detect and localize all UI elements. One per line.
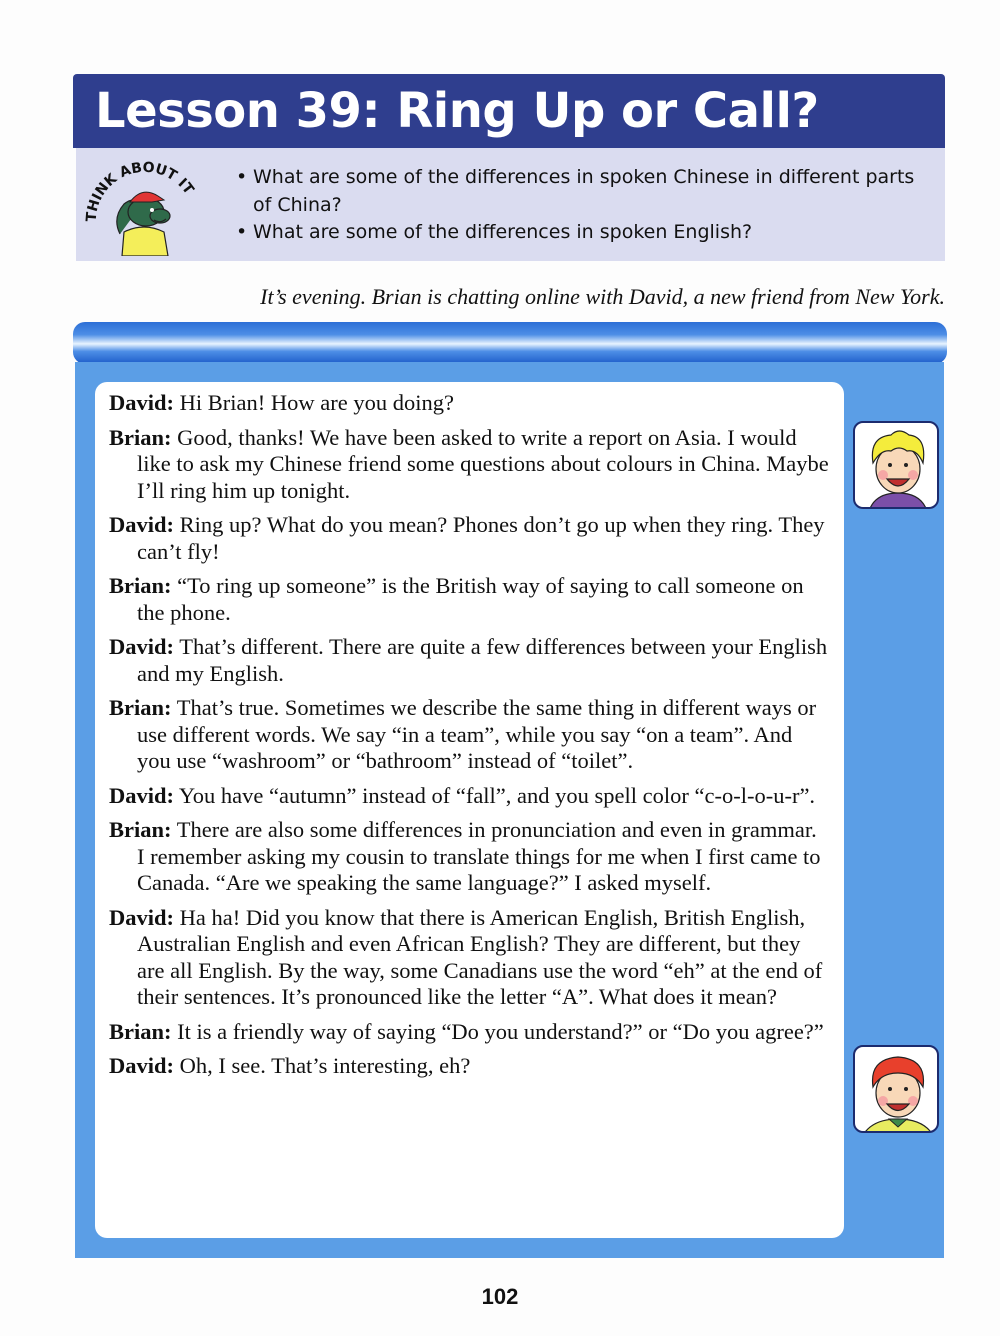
dialogue-line	[109, 573, 829, 626]
question-item: • What are some of the differences in spoken English?	[236, 219, 936, 247]
speaker-label: Brian:	[109, 1018, 172, 1044]
think-about-it-questions	[236, 164, 936, 247]
blond-boy-icon	[855, 423, 939, 509]
speaker-label: David:	[109, 782, 175, 808]
dialogue-line	[109, 695, 829, 775]
dialogue-line	[109, 390, 829, 417]
speaker-label: Brian:	[109, 424, 172, 450]
dialogue-line	[109, 905, 829, 1011]
scene-intro: It’s evening. Brian is chatting online with David, a new friend from New York.	[260, 284, 945, 309]
dialogue-text: Good, thanks! We have been asked to write a report on Asia. I would like to ask my Chinese friend some questions about colours in China. Maybe I’ll ring him up tonight.	[137, 424, 829, 503]
dialogue-list	[109, 390, 829, 1088]
speaker-label: Brian:	[109, 817, 172, 842]
dialogue-text: Hi Brian! How are you doing?	[179, 390, 454, 415]
dialogue-text: You have “autumn” instead of “fall”, and you spell color “c-o-l-o-u-r”.	[178, 782, 816, 808]
dialogue-text: Oh, I see. That’s interesting, eh?	[179, 1053, 471, 1078]
dialogue-panel	[75, 362, 944, 1258]
think-about-it-box	[76, 148, 945, 261]
dialogue-line	[109, 1053, 829, 1080]
speaker-label: David:	[109, 904, 175, 930]
dialogue-line	[109, 1019, 829, 1046]
dialogue-line	[109, 425, 829, 505]
question-item: • What are some of the differences in spoken Chinese in different parts of China?	[236, 164, 936, 219]
speaker-label: Brian:	[109, 573, 172, 598]
dialogue-text: It is a friendly way of saying “Do you understand?” or “Do you agree?”	[177, 1018, 824, 1044]
panel-top-tube	[73, 322, 947, 364]
dialogue-line	[109, 817, 829, 897]
dialogue-text: That’s different. There are quite a few differences between your English and my English.	[137, 634, 828, 686]
lesson-title: Lesson 39: Ring Up or Call?	[95, 83, 819, 139]
svg-text:THINK ABOUT IT: THINK ABOUT IT	[83, 159, 197, 223]
speaker-label: Brian:	[109, 695, 172, 720]
dialogue-text: Ring up? What do you mean? Phones don’t go up when they ring. They can’t fly!	[137, 512, 825, 564]
dialogue-line	[109, 634, 829, 687]
speaker-label: David:	[109, 512, 175, 537]
dialogue-text: That’s true. Sometimes we describe the same thing in different ways or use different words. We say “in a team”, while you say “on a team”. And you use “washroom” or “bathroom” instead of “toilet”.	[137, 695, 817, 773]
speaker-label: David:	[109, 1053, 175, 1078]
lesson-title-bar	[73, 74, 945, 148]
think-about-it-turtle-logo	[82, 156, 208, 256]
speaker-label: David:	[109, 390, 175, 415]
redhead-boy-icon	[855, 1047, 939, 1133]
dialogue-card	[95, 382, 844, 1238]
david-avatar	[853, 1045, 939, 1133]
page-number: 102	[481, 1284, 519, 1309]
dialogue-text: Ha ha! Did you know that there is American English, British English, Australian English and even African English? They are different, but they are all English. By the way, some Canadians use the word “eh” at the end of their sentences. It’s pronounced like the letter “A”. What does it mean?	[137, 904, 823, 1009]
dialogue-text: There are also some differences in pronunciation and even in grammar. I remember asking my cousin to translate things for me when I first came to Canada. “Are we speaking the same language?” I asked myself.	[137, 817, 821, 895]
dialogue-text: “To ring up someone” is the British way of saying to call someone on the phone.	[137, 573, 804, 625]
speaker-label: David:	[109, 634, 175, 659]
dialogue-line	[109, 512, 829, 565]
dialogue-line	[109, 783, 829, 810]
brian-avatar	[853, 421, 939, 509]
